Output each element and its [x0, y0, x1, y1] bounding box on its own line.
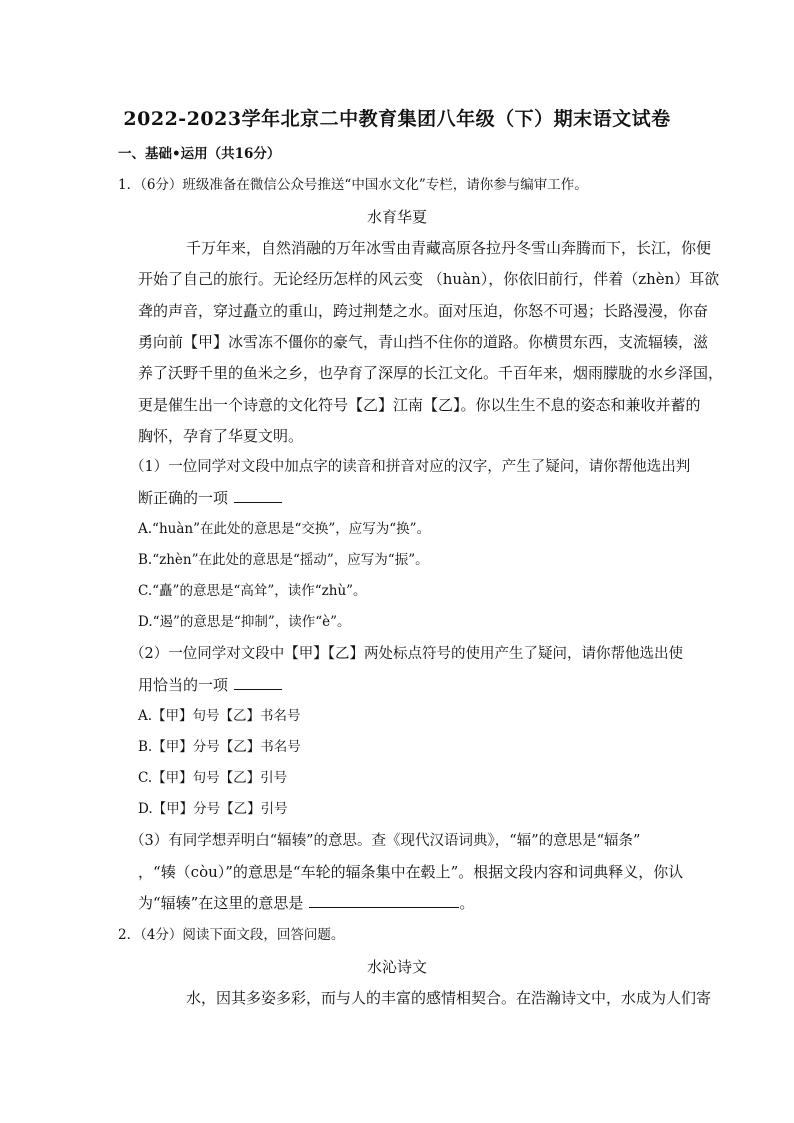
passage-1-line: 聋的声音，穿过矗立的重山，跨过荆楚之水。面对压迫，你怒不可遏；长路漫漫，你奋: [138, 302, 709, 320]
exam-title: 2022-2023学年北京二中教育集团八年级（下）期末语文试卷: [123, 108, 671, 130]
sub-question-3-line: ，“辏（còu）”的意思是“车轮的辐条集中在毂上”。根据文段内容和词典释义，你认: [138, 863, 684, 881]
passage-2-title: 水沁诗文: [366, 958, 427, 976]
passage-1-line: 开始了自己的旅行。无论经历怎样的风云变 （huàn），你依旧前行，伴着（zhèn）耳欲: [138, 270, 720, 288]
passage-1-line: 勇向前【甲】冰雪冻不僵你的豪气，青山挡不住你的道路。你横贯东西，支流辐辏，滋: [138, 333, 709, 351]
sub-question-1-prompt: 断正确的一项: [138, 489, 229, 507]
sub-question-3-line: （3）有同学想弄明白“辐辏”的意思。查《现代汉语词典》，“辐”的意思是“辐条”: [130, 833, 641, 849]
sub-question-2-prompt: 用恰当的一项: [138, 676, 229, 694]
passage-1-title: 水育华夏: [366, 208, 427, 226]
option-a: A.“huàn”在此处的意思是“交换”，应写为“换”。: [138, 521, 431, 537]
passage-2-line: 水，因其多姿多彩，而与人的丰富的感情相契合。在浩瀚诗文中，水成为人们寄: [186, 989, 712, 1007]
section-heading: 一、基础•运用（共16分）: [118, 146, 281, 162]
question-1-stem: 1．（6分）班级准备在微信公众号推送“中国水文化”专栏，请你参与编审工作。: [118, 177, 588, 193]
passage-1-line: 更是催生出一个诗意的文化符号【乙】江南【乙】。你以生生不息的姿态和兼收并蓄的: [138, 396, 701, 414]
answer-blank[interactable]: [234, 677, 282, 690]
answer-blank[interactable]: [309, 895, 459, 908]
option-d: D.【甲】分号【乙】引号: [138, 801, 288, 817]
sub-question-1-line: [138, 489, 282, 507]
sub-question-2-line: （2）一位同学对文段中【甲】【乙】两处标点符号的使用产生了疑问，请你帮他选出使: [130, 646, 683, 662]
sub-question-3-prompt: 为“辐辏”在这里的意思是: [138, 894, 304, 912]
answer-blank[interactable]: [234, 490, 282, 503]
option-d: D.“遏”的意思是“抑制”，读作“è”。: [138, 614, 351, 630]
option-b: B.【甲】分号【乙】书名号: [138, 739, 301, 755]
option-a: A.【甲】句号【乙】书名号: [138, 708, 301, 724]
question-2-stem: 2．（4分）阅读下面文段，回答问题。: [118, 927, 345, 943]
option-c: C.“矗”的意思是“高耸”，读作“zhù”。: [138, 583, 367, 599]
sentence-end: 。: [459, 894, 475, 912]
option-b: B.“zhèn”在此处的意思是“摇动”，应写为“振”。: [138, 552, 429, 568]
sub-question-3-line: [138, 894, 474, 912]
sub-question-2-line: [138, 676, 282, 694]
passage-1-line: 胸怀，孕育了华夏文明。: [138, 427, 304, 445]
passage-1-line: 养了沃野千里的鱼米之乡，也孕育了深厚的长江文化。千百年来，烟雨朦胧的水乡泽国，: [138, 364, 724, 382]
option-c: C.【甲】句号【乙】引号: [138, 770, 288, 786]
passage-1-line: 千万年来，自然消融的万年冰雪由青藏高原各拉丹冬雪山奔腾而下，长江，你便: [186, 239, 712, 257]
sub-question-1-line: （1）一位同学对文段中加点字的读音和拼音对应的汉字，产生了疑问，请你帮他选出判: [130, 459, 691, 475]
